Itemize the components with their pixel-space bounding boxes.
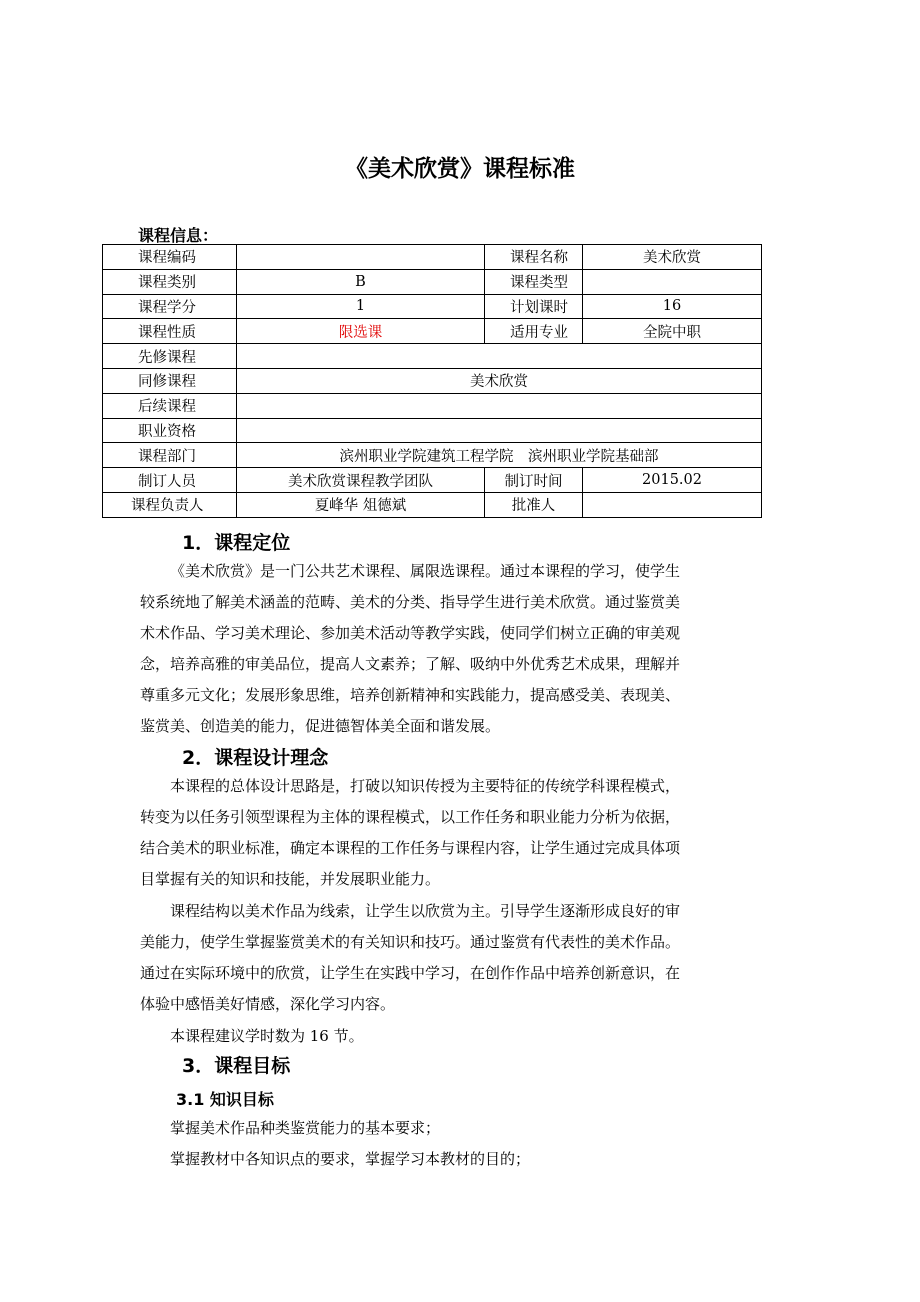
table-row: [103, 492, 762, 517]
code-value: [237, 245, 485, 270]
name-label: 课程名称: [485, 245, 583, 270]
table-row: [103, 368, 762, 393]
date-label: 制订时间: [485, 468, 583, 493]
paragraph-line: 掌握美术作品种类鉴赏能力的基本要求；: [170, 1119, 441, 1137]
paragraph-line: 课程结构以美术作品为线索，让学生以欣赏为主。引导学生逐渐形成良好的审: [170, 902, 681, 920]
approver-label: 批准人: [485, 492, 583, 517]
paragraph: [140, 771, 762, 895]
table-row: [103, 468, 762, 493]
concurrent-label: 同修课程: [103, 368, 237, 393]
prereq-label: 先修课程: [103, 344, 237, 369]
lead-value: 夏峰华 俎德斌: [237, 492, 485, 517]
paragraph-line: 本课程建议学时数为 16 节。: [170, 1027, 364, 1045]
table-row: [103, 443, 762, 468]
followup-value: [237, 393, 762, 418]
course-info-label: 课程信息：: [138, 226, 219, 245]
paragraph: [140, 1021, 762, 1052]
followup-label: 后续课程: [103, 393, 237, 418]
major-label: 适用专业: [485, 319, 583, 344]
code-label: 课程编码: [103, 245, 237, 270]
paragraph-line: 尊重多元文化；发展形象思维，培养创新精神和实践能力，提高感受美、表现美、: [140, 686, 681, 704]
credit-label: 课程学分: [103, 294, 237, 319]
paragraph: [140, 1113, 762, 1175]
paragraph-line: 术术作品、学习美术理论、参加美术活动等教学实践，使同学们树立正确的审美观: [140, 624, 681, 642]
paragraph: [140, 556, 762, 742]
qualification-label: 职业资格: [103, 418, 237, 443]
paragraph-line: 较系统地了解美术涵盖的范畴、美术的分类、指导学生进行美术欣赏。通过鉴赏美: [140, 593, 681, 611]
author-label: 制订人员: [103, 468, 237, 493]
credit-value: 1: [237, 294, 485, 319]
section-heading: 2．课程设计理念: [182, 747, 329, 769]
page-title: 《美术欣赏》课程标准: [345, 156, 575, 182]
type-label: 课程类型: [485, 269, 583, 294]
author-value: 美术欣赏课程教学团队: [237, 468, 485, 493]
table-row: [103, 393, 762, 418]
hours-label: 计划课时: [485, 294, 583, 319]
major-value: 全院中职: [583, 319, 762, 344]
table-row: [103, 418, 762, 443]
paragraph-line: 美能力，使学生掌握鉴赏美术的有关知识和技巧。通过鉴赏有代表性的美术作品。: [140, 933, 681, 951]
table-row: [103, 319, 762, 344]
paragraph-line: 转变为以任务引领型课程为主体的课程模式，以工作任务和职业能力分析为依据，: [140, 808, 681, 826]
category-label: 课程类别: [103, 269, 237, 294]
nature-label: 课程性质: [103, 319, 237, 344]
paragraph-line: 体验中感悟美好情感，深化学习内容。: [140, 995, 396, 1013]
prereq-value: [237, 344, 762, 369]
date-value: 2015.02: [583, 468, 762, 493]
paragraph-line: 本课程的总体设计思路是，打破以知识传授为主要特征的传统学科课程模式，: [170, 777, 681, 795]
nature-value: 限选课: [237, 319, 485, 344]
subsection-heading: 3.1 知识目标: [176, 1090, 274, 1109]
table-row: [103, 294, 762, 319]
lead-label: 课程负责人: [103, 492, 237, 517]
dept-value: 滨州职业学院建筑工程学院 滨州职业学院基础部: [237, 443, 762, 468]
table-row: [103, 344, 762, 369]
category-value: B: [237, 269, 485, 294]
paragraph-line: 掌握教材中各知识点的要求，掌握学习本教材的目的；: [170, 1150, 531, 1168]
paragraph-line: 鉴赏美、创造美的能力，促进德智体美全面和谐发展。: [140, 717, 501, 735]
paragraph-line: 念，培养高雅的审美品位，提高人文素养；了解、吸纳中外优秀艺术成果，理解并: [140, 655, 681, 673]
paragraph-line: 《美术欣赏》是一门公共艺术课程、属限选课程。通过本课程的学习，使学生: [170, 562, 681, 580]
paragraph: [140, 896, 762, 1020]
name-value: 美术欣赏: [583, 245, 762, 270]
approver-value: [583, 492, 762, 517]
course-info-table: [102, 244, 762, 518]
paragraph-line: 通过在实际环境中的欣赏，让学生在实践中学习，在创作作品中培养创新意识，在: [140, 964, 681, 982]
paragraph-line: 目掌握有关的知识和技能，并发展职业能力。: [140, 870, 441, 888]
qualification-value: [237, 418, 762, 443]
paragraph-line: 结合美术的职业标准，确定本课程的工作任务与课程内容，让学生通过完成具体项: [140, 839, 681, 857]
section-heading: 3．课程目标: [182, 1055, 291, 1077]
table-row: [103, 245, 762, 270]
type-value: [583, 269, 762, 294]
concurrent-value: 美术欣赏: [237, 368, 762, 393]
dept-label: 课程部门: [103, 443, 237, 468]
table-row: [103, 269, 762, 294]
hours-value: 16: [583, 294, 762, 319]
section-heading: 1．课程定位: [182, 532, 291, 554]
